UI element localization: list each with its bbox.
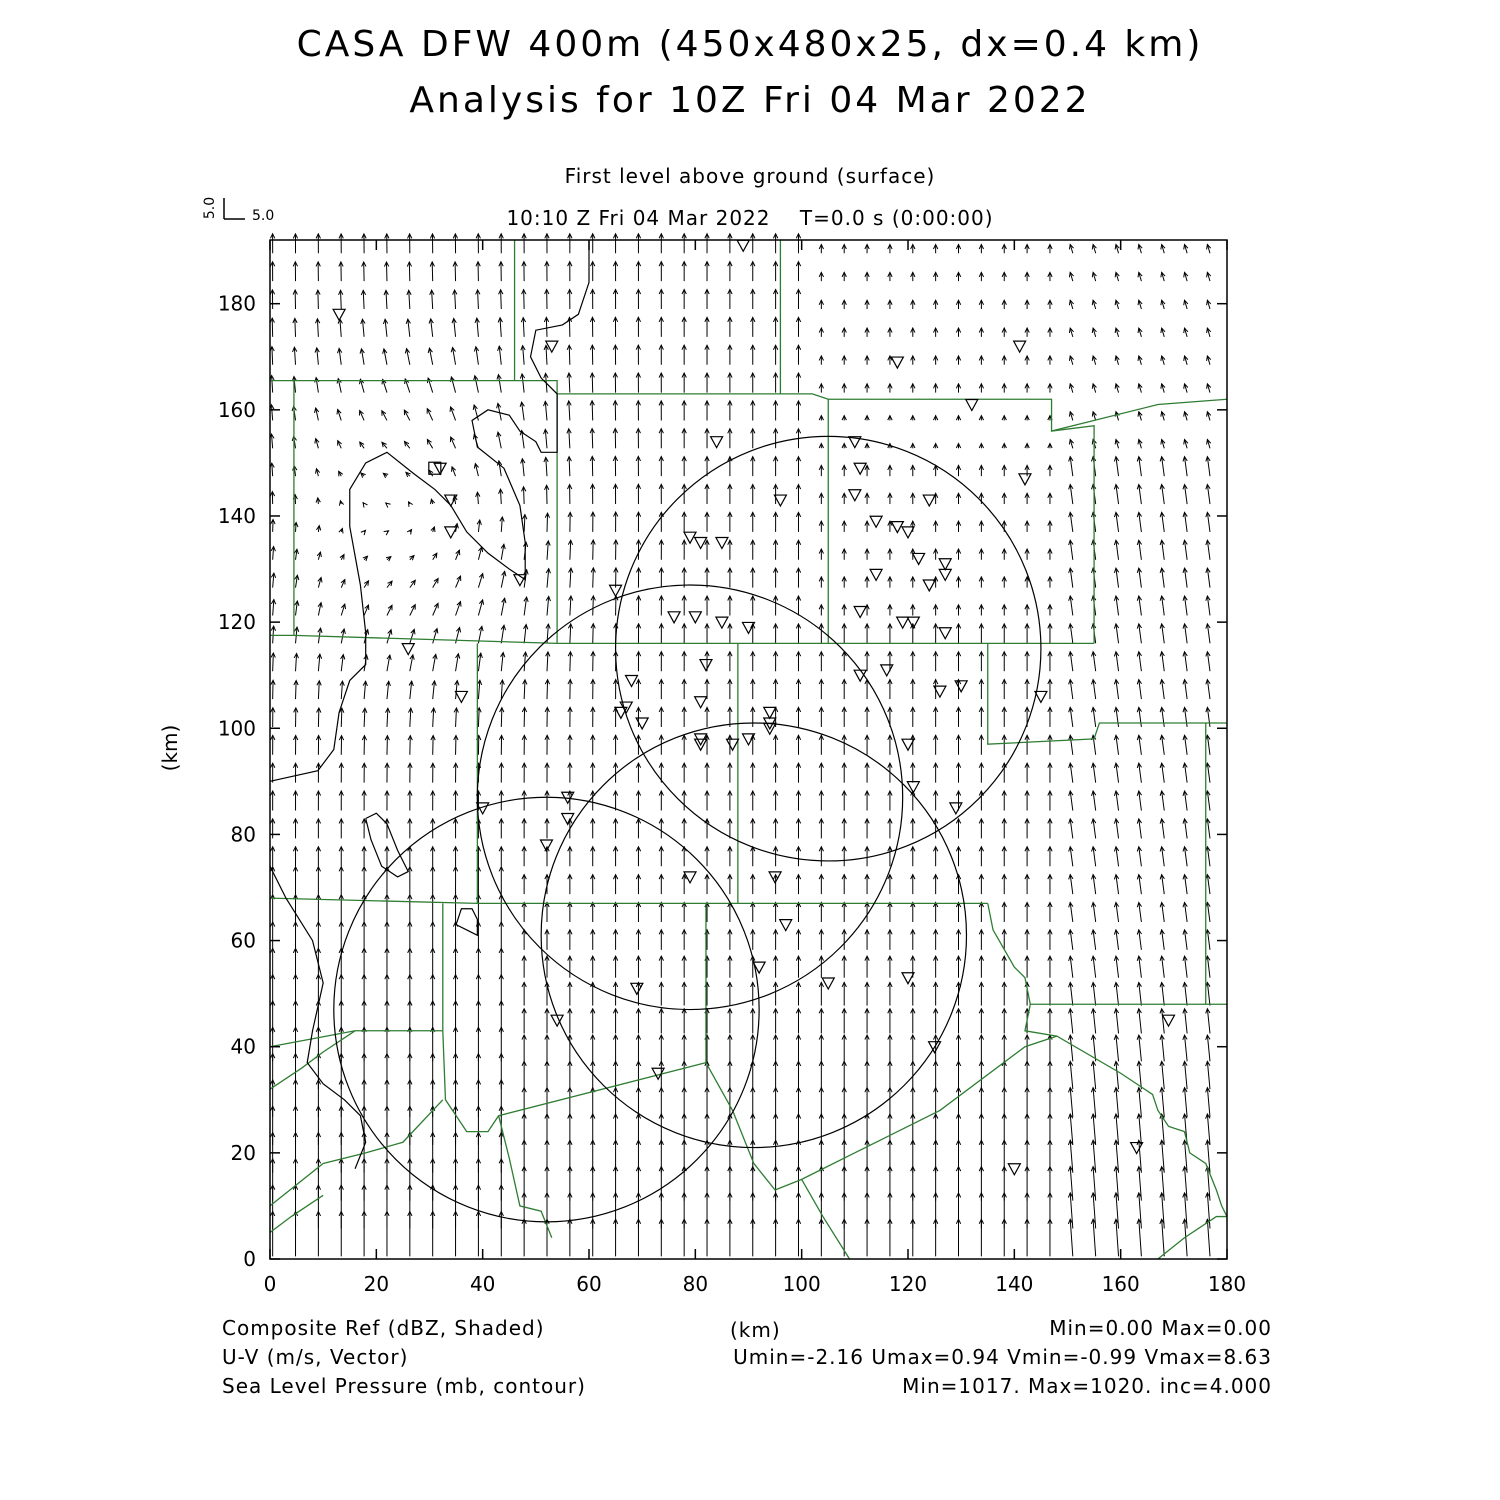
station-marker <box>870 569 882 580</box>
wind-vector <box>478 290 479 309</box>
station-marker <box>689 612 701 623</box>
wind-vector <box>317 319 318 337</box>
wind-vector <box>593 624 594 644</box>
station-marker <box>774 495 786 506</box>
wind-vector <box>341 290 342 309</box>
wind-vector <box>501 708 502 727</box>
wind-vector <box>524 487 525 504</box>
wind-vector <box>432 290 433 309</box>
wind-vector <box>501 290 502 309</box>
wind-vector <box>524 680 525 699</box>
vector-key-v-label: 5.0 <box>202 196 218 220</box>
x-axis-ticks <box>264 240 1246 1296</box>
county-line <box>443 1031 706 1132</box>
wind-vector <box>593 596 594 616</box>
y-tick-label: 40 <box>230 1034 256 1059</box>
footer-left-3: Sea Level Pressure (mb, contour) <box>222 1374 586 1398</box>
station-marker <box>626 676 638 687</box>
wind-vector <box>593 568 594 588</box>
station-marker <box>966 400 978 411</box>
wind-vector-head <box>409 502 413 507</box>
station-marker <box>695 538 707 549</box>
station-marker <box>907 617 919 628</box>
wind-vector <box>546 317 547 336</box>
plot-frame <box>270 240 1227 1259</box>
wind-vector <box>570 596 571 616</box>
wind-vector <box>273 626 274 643</box>
county-boundaries <box>270 240 1227 1259</box>
wind-vector <box>363 290 364 309</box>
wind-vector <box>546 345 547 364</box>
station-marker <box>1014 341 1026 352</box>
wind-vector <box>570 624 571 644</box>
wind-vectors <box>270 234 1211 1257</box>
wind-vector <box>570 540 571 560</box>
county-line <box>1052 426 1095 644</box>
station-marker <box>854 463 866 474</box>
wind-vector <box>478 708 479 727</box>
x-tick-label: 180 <box>1207 1272 1247 1296</box>
wind-vector <box>592 373 593 393</box>
station-marker <box>939 559 951 570</box>
station-marker <box>1008 1164 1020 1175</box>
station-marker <box>897 617 909 628</box>
wind-vector-head <box>339 529 343 534</box>
county-line <box>499 1116 552 1238</box>
station-marker <box>737 240 749 251</box>
wind-vector-head <box>386 503 391 508</box>
wind-vector <box>569 401 570 421</box>
station-marker <box>854 607 866 618</box>
x-tick-label: 100 <box>782 1272 821 1296</box>
county-line <box>270 635 1094 643</box>
footer-left-2: U-V (m/s, Vector) <box>222 1345 409 1369</box>
wind-vector-head <box>407 530 411 535</box>
footer-right-2: Umin=-2.16 Umax=0.94 Vmin=-0.99 Vmax=8.63 <box>733 1345 1272 1369</box>
station-marker <box>902 527 914 538</box>
station-marker <box>695 697 707 708</box>
title-line-2: Analysis for 10Z Fri 04 Mar 2022 <box>409 80 1091 121</box>
x-tick-label: 0 <box>263 1272 277 1296</box>
x-tick-label: 40 <box>469 1272 496 1296</box>
wind-vector <box>547 513 548 532</box>
vector-key-u-label: 5.0 <box>252 208 275 224</box>
station-marker <box>716 538 728 549</box>
y-tick-label: 120 <box>217 610 256 635</box>
wind-vector <box>386 290 387 309</box>
wind-vector <box>273 653 274 671</box>
county-line <box>988 903 1227 1004</box>
wind-vector <box>569 373 570 393</box>
station-marker <box>727 739 739 750</box>
county-line <box>270 1031 355 1089</box>
x-tick-label: 120 <box>888 1272 928 1296</box>
station-marker <box>668 612 680 623</box>
station-marker <box>455 691 467 702</box>
y-tick-label: 100 <box>217 716 256 741</box>
station-marker <box>402 644 414 655</box>
y-tick-label: 160 <box>217 397 256 422</box>
station-marker <box>822 978 834 989</box>
y-tick-label: 180 <box>217 291 256 316</box>
station-marker <box>333 309 345 320</box>
wind-vector <box>569 457 570 477</box>
wind-vector <box>547 652 548 671</box>
y-tick-label: 140 <box>217 503 256 528</box>
valid-time-label: 10:10 Z Fri 04 Mar 2022 T=0.0 s (0:00:00) <box>506 206 994 230</box>
station-marker <box>546 341 558 352</box>
wind-vector <box>272 347 273 365</box>
wind-vector <box>341 708 342 727</box>
station-marker <box>434 463 446 474</box>
wind-vector <box>455 290 456 309</box>
wind-vector <box>523 318 524 337</box>
station-marker <box>1019 474 1031 485</box>
y-axis-label: (km) <box>158 724 182 772</box>
vector-key <box>202 197 274 224</box>
station-marker <box>769 872 781 883</box>
station-marker <box>950 803 962 814</box>
county-line <box>1158 1217 1227 1259</box>
wind-vector <box>570 568 571 588</box>
wind-vector <box>592 429 593 449</box>
station-marker <box>716 617 728 628</box>
station-marker <box>445 527 457 538</box>
county-line <box>270 381 1227 431</box>
station-marker <box>1163 1015 1175 1026</box>
station-marker <box>780 920 792 931</box>
station-marker <box>711 437 723 448</box>
wind-vector <box>296 681 297 700</box>
y-tick-label: 60 <box>230 928 256 953</box>
wind-vector <box>501 680 502 699</box>
wind-vector <box>318 681 319 699</box>
wind-vector <box>318 290 319 309</box>
county-line <box>270 898 988 903</box>
x-tick-label: 80 <box>682 1272 709 1296</box>
footer-left-1: Composite Ref (dBZ, Shaded) <box>222 1316 545 1340</box>
station-marker <box>902 973 914 984</box>
wind-vector <box>569 429 570 449</box>
station-marker <box>891 357 903 368</box>
wind-vector <box>432 262 433 281</box>
wind-vector <box>296 654 297 672</box>
station-marker <box>764 707 776 718</box>
x-tick-label: 160 <box>1101 1272 1140 1296</box>
x-axis-label: (km) <box>730 1318 781 1342</box>
station-marker <box>902 739 914 750</box>
wind-vector <box>570 652 571 672</box>
wind-vector <box>592 401 593 421</box>
y-tick-label: 20 <box>230 1140 256 1165</box>
wind-vector-head <box>361 530 366 535</box>
wind-vector <box>569 345 570 365</box>
footer-right-3: Min=1017. Max=1020. inc=4.000 <box>902 1374 1272 1398</box>
slp-contour <box>270 866 366 1169</box>
county-line <box>988 643 1227 744</box>
wind-vector <box>409 290 410 309</box>
wind-vector <box>524 515 525 532</box>
wind-vector <box>547 680 548 699</box>
footer-right-1: Min=0.00 Max=0.00 <box>1049 1316 1272 1340</box>
wind-vector <box>387 708 388 727</box>
y-tick-label: 0 <box>243 1247 256 1271</box>
x-tick-label: 20 <box>363 1272 390 1296</box>
y-tick-label: 80 <box>230 822 256 847</box>
station-marker <box>700 660 712 671</box>
station-marker <box>881 665 893 676</box>
wind-vector <box>364 708 365 727</box>
station-marker <box>939 569 951 580</box>
wind-vector-head <box>384 531 389 535</box>
wind-vector-head <box>363 503 367 508</box>
title-line-1: CASA DFW 400m (450x480x25, dx=0.4 km) <box>296 24 1204 65</box>
wind-vector <box>295 318 296 336</box>
wind-vector <box>433 708 434 727</box>
station-marker <box>923 580 935 591</box>
wind-vector <box>456 708 457 727</box>
level-label: First level above ground (surface) <box>564 164 936 188</box>
radar-range-rings <box>334 436 1041 1221</box>
station-marker <box>870 516 882 527</box>
wind-vector <box>409 262 410 281</box>
wind-vector <box>410 708 411 727</box>
slp-contour <box>456 909 477 936</box>
station-marker <box>939 628 951 639</box>
county-line <box>802 1179 850 1259</box>
station-marker <box>849 490 861 501</box>
x-tick-label: 140 <box>995 1272 1034 1296</box>
station-marker <box>913 553 925 564</box>
y-axis-ticks <box>218 292 1227 1271</box>
x-tick-label: 60 <box>576 1272 602 1296</box>
station-marker <box>540 840 552 851</box>
